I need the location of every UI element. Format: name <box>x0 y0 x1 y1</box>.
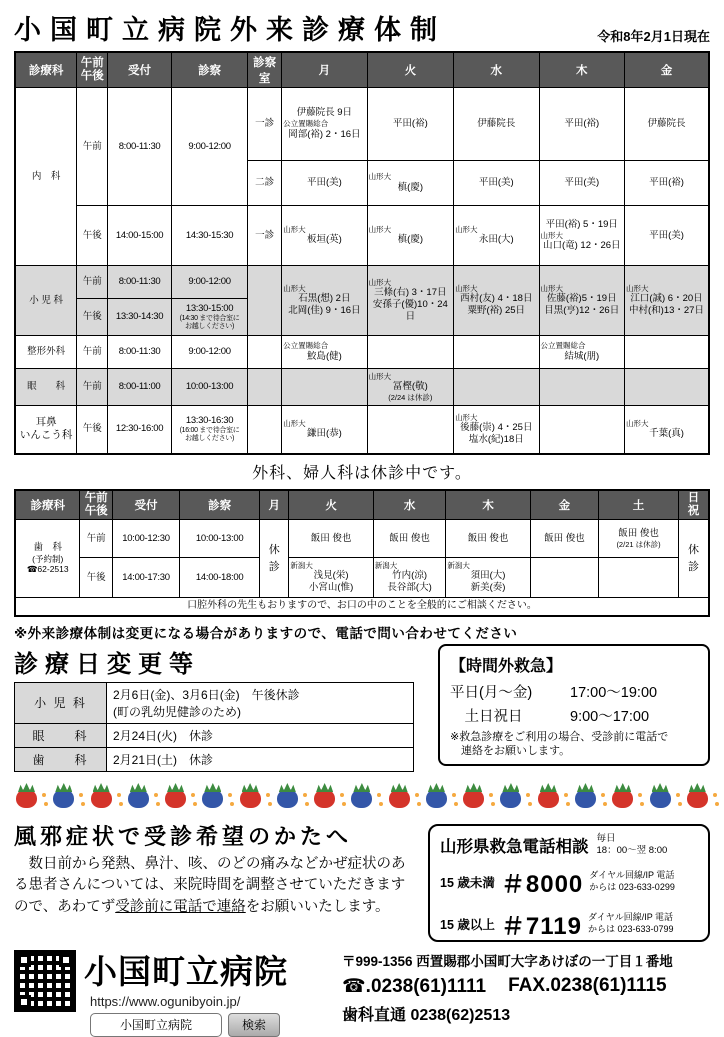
consult-title: 山形県救急電話相談 <box>440 837 589 856</box>
emergency-title: 【時間外救急】 <box>450 657 563 675</box>
consult-row <box>440 906 698 941</box>
table-row <box>15 406 709 454</box>
col-tue: 火 <box>367 52 453 88</box>
closed-cell: 休 診 <box>679 520 709 598</box>
exam-time: 10:00-13:00 <box>171 369 247 406</box>
col-dept: 診療科 <box>15 52 77 88</box>
ampm-label: 午前 <box>77 88 108 206</box>
cold-section-title: 風邪症状で受診希望のかたへ <box>14 823 353 849</box>
as-of-date: 令和8年2月1日現在 <box>597 29 710 44</box>
cold-text: をお願いいたします。 <box>245 899 390 915</box>
doctor-cell: 伊藤院長 9日 公立置賜総合 岡部(裕) 2・16日 <box>282 88 367 161</box>
doctor-cell: 山形大 三條(右) 3・17日 安孫子(優)10・24日 <box>367 266 453 336</box>
col-wed: 水 <box>454 52 539 88</box>
room-empty <box>248 406 282 454</box>
col-wed: 水 <box>373 490 446 520</box>
exam-time: 9:00-12:00 <box>171 336 247 369</box>
doctor-cell-empty <box>367 336 453 369</box>
phone-number: ☎.0238(61)1111 <box>342 975 487 997</box>
changes-dept: 歯 科 <box>15 747 107 771</box>
emergency-row <box>450 681 698 702</box>
cold-section-body <box>14 854 418 919</box>
tel-fax-row <box>342 975 710 998</box>
doctor-cell: 平田(裕) <box>367 88 453 161</box>
dept-ophthalmology: 眼 科 <box>15 369 77 406</box>
table-row <box>15 336 709 369</box>
table-row <box>15 558 709 598</box>
qr-code <box>14 950 76 1012</box>
col-thu: 木 <box>446 490 530 520</box>
doctor-cell-empty <box>454 336 539 369</box>
emergency-row <box>450 705 698 726</box>
closed-cell: 休 診 <box>260 520 289 598</box>
doctor-cell: 平田(裕) <box>539 88 624 161</box>
changes-text: 2月24日(火) 休診 <box>107 723 414 747</box>
doctor-cell: 山形大 永田(大) <box>454 206 539 266</box>
hospital-identity <box>84 946 334 1037</box>
table-row <box>15 520 709 558</box>
consult-age-label: 15 歳以上 <box>440 917 495 932</box>
doctor-cell: 公立置賜総合 鮫島(健) <box>282 336 367 369</box>
hospital-name: 小国町立病院 <box>84 952 288 990</box>
col-room: 診察室 <box>248 52 282 88</box>
exam-time: 10:00-13:00 <box>180 520 260 558</box>
doctor-cell: 平田(裕) <box>624 161 709 206</box>
table-header-row <box>15 490 709 520</box>
reception-time: 8:00-11:00 <box>108 369 172 406</box>
reception-time: 8:00-11:30 <box>108 336 172 369</box>
exam-time: 14:00-18:00 <box>180 558 260 598</box>
col-ampm: 午前 午後 <box>80 490 112 520</box>
doctor-cell-empty <box>367 406 453 454</box>
exam-time: 13:30-15:00 (14:30 まで待合室に お越しください) <box>171 299 247 336</box>
exam-time: 14:30-15:30 <box>171 206 247 266</box>
table-row <box>15 682 414 723</box>
search-widget <box>90 1013 334 1037</box>
doctor-cell: 山形大 後藤(崇) 4・25日 塩水(紀)18日 <box>454 406 539 454</box>
col-ampm: 午前 午後 <box>77 52 108 88</box>
reception-time: 10:00-12:30 <box>112 520 179 558</box>
doctor-cell-empty <box>282 369 367 406</box>
doctor-cell: 飯田 俊也 <box>530 520 598 558</box>
doctor-cell-empty <box>539 369 624 406</box>
col-reception: 受付 <box>112 490 179 520</box>
schedule-changes-section <box>14 644 426 772</box>
ampm-label: 午後 <box>77 406 108 454</box>
dept-dentistry: 歯 科 (予約制) ☎62-2513 <box>15 520 80 598</box>
table-row <box>15 206 709 266</box>
exam-time: 13:30-16:30 (16:00 まで待合室に お越しください) <box>171 406 247 454</box>
emergency-hours: 17:00～19:00 <box>570 684 658 701</box>
col-exam: 診察 <box>171 52 247 88</box>
dept-pediatrics: 小 児 科 <box>15 266 77 336</box>
cold-symptoms-section <box>14 820 418 942</box>
reception-time: 14:00-15:00 <box>108 206 172 266</box>
ampm-label: 午前 <box>80 520 112 558</box>
consult-header <box>440 833 698 858</box>
doctor-cell: 平田(裕) 5・19日 山形大 山口(竜) 12・26日 <box>539 206 624 266</box>
doctor-cell: 山形大 西村(友) 4・18日 粟野(裕) 25日 <box>454 266 539 336</box>
consult-row <box>440 864 698 899</box>
dept-ent: 耳鼻 いんこう科 <box>15 406 77 454</box>
changes-dept: 眼 科 <box>15 723 107 747</box>
doctor-cell: 平田(美) <box>539 161 624 206</box>
doctor-cell: 公立置賜総合 結城(朋) <box>539 336 624 369</box>
table-row <box>15 369 709 406</box>
col-sat: 土 <box>598 490 678 520</box>
table-row <box>15 598 709 616</box>
doctor-cell: 新潟大 竹内(涼) 長谷部(大) <box>373 558 446 598</box>
doctor-cell-empty <box>454 369 539 406</box>
changes-dept: 小 児 科 <box>15 682 107 723</box>
doctor-cell: 伊藤院長 <box>454 88 539 161</box>
room-label: 一診 <box>248 206 282 266</box>
doctor-cell: 山形大 槙(慶) <box>367 161 453 206</box>
hospital-address: 〒999-1356 西置賜郡小国町大字あけぼの一丁目１番地 <box>342 953 673 969</box>
consult-dial-note: ダイヤル回線/IP 電話 からは 023-633-0299 <box>589 870 675 892</box>
page-title: 小国町立病院外来診療体制 <box>14 15 446 45</box>
reception-time: 13:30-14:30 <box>108 299 172 336</box>
hospital-url: https://www.ogunibyoin.jp/ <box>90 993 241 1009</box>
col-sun-holiday: 日 祝 <box>679 490 709 520</box>
closed-departments-note: 外科、婦人科は休診中です。 <box>252 464 472 482</box>
col-exam: 診察 <box>180 490 260 520</box>
col-tue: 火 <box>289 490 373 520</box>
doctor-cell: 山形大 槙(慶) <box>367 206 453 266</box>
exam-time: 9:00-12:00 <box>171 88 247 206</box>
col-thu: 木 <box>539 52 624 88</box>
doctor-cell-empty <box>624 336 709 369</box>
table-row <box>15 88 709 161</box>
consult-phone-number: ＃7119 <box>500 913 582 941</box>
room-label: 二診 <box>248 161 282 206</box>
doctor-cell: 山形大 板垣(英) <box>282 206 367 266</box>
cold-text-underlined: 受診前に電話で連絡 <box>115 899 246 915</box>
emergency-note: ※救急診療をご利用の場合、受診前に電話で 連絡をお願いします。 <box>450 730 669 758</box>
table-row <box>15 723 414 747</box>
doctor-cell: 山形大 千葉(真) <box>624 406 709 454</box>
room-empty <box>248 369 282 406</box>
doctor-cell: 山形大 石黒(想) 2日 北岡(佳) 9・16日 <box>282 266 367 336</box>
dental-schedule-table <box>14 489 710 617</box>
doctor-cell: 飯田 俊也 (2/21 は休診) <box>598 520 678 558</box>
contact-info <box>342 946 710 1025</box>
cold-text: 数日前から発熱、鼻汁、咳、のどの痛みなどかぜ症状のある患者さんについては、来院時間を調整させていただきますので、あわてず <box>14 855 406 915</box>
room-empty <box>248 336 282 369</box>
col-mon: 月 <box>260 490 289 520</box>
reception-time: 8:00-11:30 <box>108 266 172 299</box>
doctor-cell: 平田(美) <box>454 161 539 206</box>
search-input[interactable] <box>90 1013 222 1037</box>
ampm-label: 午前 <box>77 266 108 299</box>
consult-dial-note: ダイヤル回線/IP 電話 からは 023-633-0799 <box>587 912 674 934</box>
col-mon: 月 <box>282 52 367 88</box>
changes-title: 診療日変更等 <box>14 650 200 678</box>
dental-direct-line: 歯科直通 0238(62)2513 <box>342 1006 511 1024</box>
doctor-cell-empty <box>598 558 678 598</box>
ampm-label: 午後 <box>80 558 112 598</box>
emergency-days: 平日(月～金) <box>450 684 533 701</box>
fax-number: FAX.0238(61)1115 <box>508 974 667 996</box>
doctor-cell: 伊藤院長 <box>624 88 709 161</box>
doctor-cell-empty <box>539 406 624 454</box>
reception-time: 8:00-11:30 <box>108 88 172 206</box>
doctor-cell: 平田(美) <box>624 206 709 266</box>
after-hours-emergency-box <box>438 644 710 766</box>
reception-time: 12:30-16:00 <box>108 406 172 454</box>
emergency-phone-consult-box <box>428 824 710 942</box>
col-reception: 受付 <box>108 52 172 88</box>
consult-phone-number: ＃8000 <box>500 871 584 899</box>
doctor-cell: 山形大 冨樫(敬) (2/24 は休診) <box>367 369 453 406</box>
doctor-cell: 飯田 俊也 <box>289 520 373 558</box>
reception-time: 14:00-17:30 <box>112 558 179 598</box>
doctor-cell: 新潟大 須田(大) 新美(奏) <box>446 558 530 598</box>
table-row <box>15 266 709 299</box>
col-fri: 金 <box>624 52 709 88</box>
doctor-cell-empty <box>624 369 709 406</box>
doctor-cell: 山形大 鎌田(恭) <box>282 406 367 454</box>
col-dept: 診療科 <box>15 490 80 520</box>
consult-hours: 毎日 18：00～翌 8:00 <box>596 832 668 856</box>
exam-time: 9:00-12:00 <box>171 266 247 299</box>
emergency-days: 土日祝日 <box>450 708 523 725</box>
ampm-label: 午前 <box>77 369 108 406</box>
col-fri: 金 <box>530 490 598 520</box>
changes-table <box>14 682 414 772</box>
doctor-cell: 新潟大 浅見(栄) 小宮山(惟) <box>289 558 373 598</box>
doctor-cell: 飯田 俊也 <box>373 520 446 558</box>
decorative-border <box>16 784 708 814</box>
bottom-section <box>14 820 710 942</box>
emergency-hours: 9:00～17:00 <box>570 708 650 725</box>
mid-section <box>14 644 710 772</box>
schedule-change-notice: ※外来診療体制は変更になる場合がありますので、電話で問い合わせてください <box>14 625 518 641</box>
table-row <box>15 747 414 771</box>
table-header-row <box>15 52 709 88</box>
room-label: 一診 <box>248 88 282 161</box>
main-schedule-table <box>14 51 710 455</box>
doctor-cell: 山形大 佐藤(裕)5・19日 目黒(亨)12・26日 <box>539 266 624 336</box>
title-row <box>14 8 710 47</box>
doctor-cell: 山形大 江口(誠) 6・20日 中村(和)13・27日 <box>624 266 709 336</box>
ampm-label: 午前 <box>77 336 108 369</box>
doctor-cell: 飯田 俊也 <box>446 520 530 558</box>
ampm-label: 午後 <box>77 206 108 266</box>
search-button[interactable]: 検索 <box>228 1013 280 1037</box>
consult-age-label: 15 歳未満 <box>440 875 495 890</box>
dept-orthopedics: 整形外科 <box>15 336 77 369</box>
footer <box>14 946 710 1037</box>
dental-note: 口腔外科の先生もおりますので、お口の中のことを全般的にご相談ください。 <box>15 598 709 616</box>
doctor-cell: 平田(美) <box>282 161 367 206</box>
doctor-cell-empty <box>530 558 598 598</box>
dept-internal-medicine: 内 科 <box>15 88 77 266</box>
changes-text: 2月21日(土) 休診 <box>107 747 414 771</box>
changes-text: 2月6日(金)、3月6日(金) 午後休診 (町の乳幼児健診のため) <box>107 682 414 723</box>
room-empty <box>248 266 282 336</box>
ampm-label: 午後 <box>77 299 108 336</box>
